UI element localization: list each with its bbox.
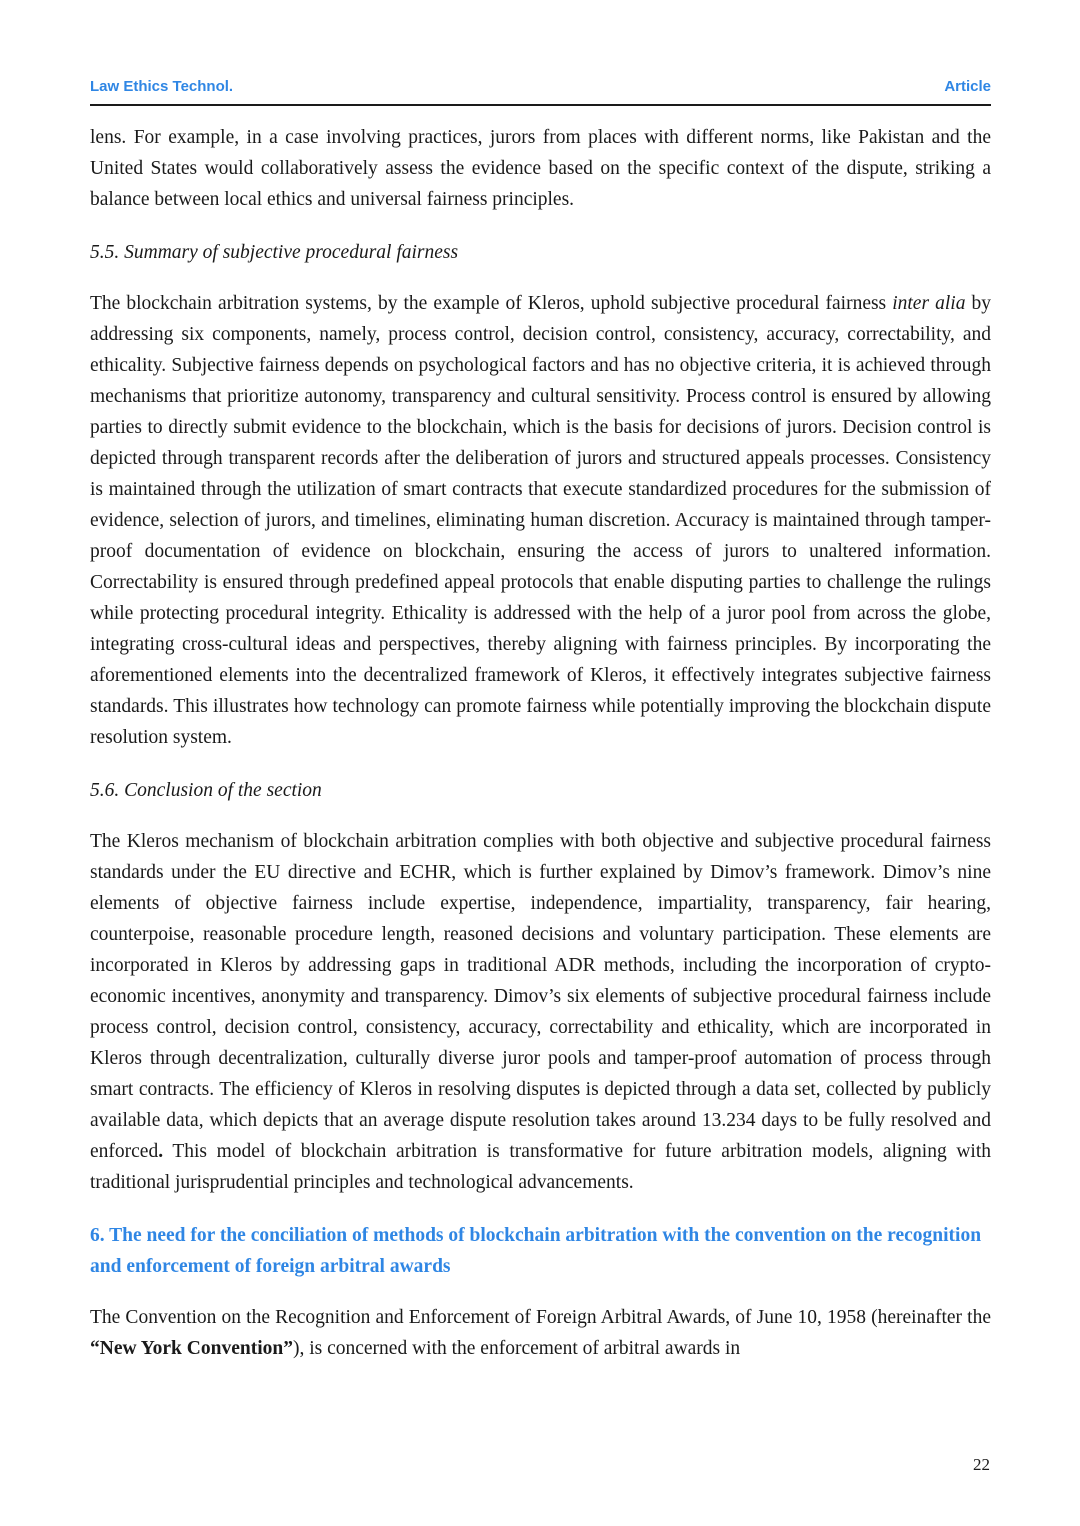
bold-term: “New York Convention” bbox=[90, 1338, 293, 1359]
section-heading-6: 6. The need for the conciliation of methods of blockchain arbitration with the convention on the recognition and enforcement of foreign arbitral awards bbox=[90, 1225, 982, 1277]
article-body bbox=[90, 122, 991, 1364]
subsection-heading-5-6: 5.6. Conclusion of the section bbox=[90, 780, 322, 801]
page-number: 22 bbox=[973, 1455, 990, 1474]
paragraph-intro: lens. For example, in a case involving practices, jurors from places with different norms, like Pakistan and the United States would collaboratively assess the evidence based on the specific context of the dispute, striking a balance between local ethics and universal fairness principles. bbox=[90, 127, 991, 210]
text-run: The Kleros mechanism of blockchain arbitration complies with both objective and subjective procedural fairness standards under the EU directive and ECHR, which is further explained by Dimov’s framework. Dimov’s nine elements of objective fairness include expertise, independence, impartiality, transparency, fair hearing, counterpoise, reasonable procedure length, reasoned decisions and voluntary participation. These elements are incorporated in Kleros by addressing gaps in traditional ADR methods, including the incorporation of crypto-economic incentives, anonymity and transparency. Dimov’s six elements of subjective procedural fairness include process control, decision control, consistency, accuracy, correctability and ethicality, which are incorporated in Kleros through decentralization, culturally diverse juror pools and tamper-proof automation of process through smart contracts. The efficiency of Kleros in resolving disputes is depicted through a data set, collected by publicly available data, which depicts that an average dispute resolution takes around 13.234 days to be fully resolved and enforced bbox=[90, 831, 991, 1162]
running-header bbox=[90, 76, 991, 106]
paragraph-new-york-convention bbox=[90, 1302, 991, 1364]
text-run: This model of blockchain arbitration is transformative for future arbitration models, aligning with traditional jurisprudential principles and technological advancements. bbox=[90, 1141, 991, 1193]
italic-term: inter alia bbox=[892, 293, 966, 314]
paragraph-subjective-fairness bbox=[90, 288, 991, 753]
article-type: Article bbox=[944, 78, 991, 95]
journal-name: Law Ethics Technol. bbox=[90, 78, 234, 95]
subsection-heading-5-5: 5.5. Summary of subjective procedural fairness bbox=[90, 242, 459, 263]
paragraph-conclusion bbox=[90, 826, 991, 1198]
text-run: The Convention on the Recognition and Enforcement of Foreign Arbitral Awards, of June 10, 1958 (hereinafter the bbox=[90, 1307, 991, 1328]
text-run: The blockchain arbitration systems, by the example of Kleros, uphold subjective procedural fairness bbox=[90, 293, 893, 314]
text-run: by addressing six components, namely, process control, decision control, consistency, accuracy, correctability, and ethicality. Subjective fairness depends on psychological factors and has no objective criteria, it is achieved through mechanisms that prioritize autonomy, transparency and cultural sensitivity. Process control is ensured by allowing parties to directly submit evidence to the blockchain, which is the basis for decisions of jurors. Decision control is depicted through transparent records after the deliberation of jurors and structured appeals processes. Consistency is maintained through the utilization of smart contracts that execute standardized procedures for the submission of evidence, selection of jurors, and timelines, eliminating human discretion. Accuracy is maintained through tamper-proof documentation of evidence on blockchain, ensuring the access of jurors to unaltered information. Correctability is ensured through predefined appeal protocols that enable disputing parties to challenge the rulings while protecting procedural integrity. Ethicality is addressed with the help of a juror pool from across the globe, integrating cross-cultural ideas and perspectives, thereby aligning with fairness principles. By incorporating the aforementioned elements into the decentralized framework of Kleros, it effectively integrates subjective fairness standards. This illustrates how technology can promote fairness while potentially improving the blockchain dispute resolution system. bbox=[90, 293, 992, 748]
text-run: ), is concerned with the enforcement of arbitral awards in bbox=[292, 1338, 741, 1359]
bold-period: . bbox=[158, 1141, 164, 1162]
